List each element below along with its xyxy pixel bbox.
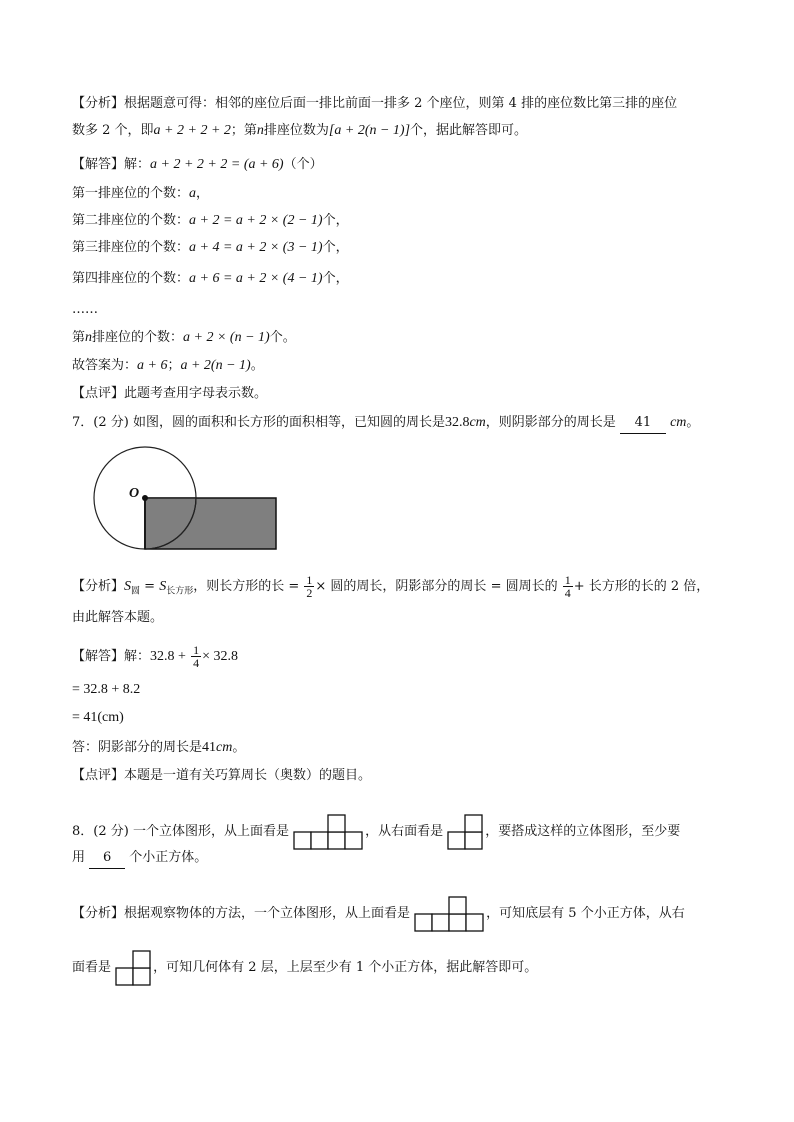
answer-tag: 【解答】 xyxy=(72,649,125,664)
analysis-line-2: 数多 2 个，即a + 2 + 2 + 2；第n排座位数为[a + 2(n − 1)]个，据此解答即可。 xyxy=(72,123,528,138)
comment-tag: 【点评】 xyxy=(72,386,125,401)
row-2-line: 第二排座位的个数：a + 2 = a + 2 × (2 − 1)个， xyxy=(72,213,349,228)
question-8-stem: 8．(2 分) 一个立体图形，从上面看是 ，从右面看是 ，要搭成这样的立体图形，至少要 xyxy=(72,812,680,852)
result-line: 故答案为：a + 6；a + 2(n − 1)。 xyxy=(72,358,264,373)
analysis-tag: 【分析】 xyxy=(72,96,125,111)
answer-blank: 6 xyxy=(89,848,125,869)
analysis-tag: 【分析】 xyxy=(72,579,125,594)
answer-line: 【解答】解：a + 2 + 2 + 2 = (a + 6)（个） xyxy=(72,157,323,172)
q7-calc-line-2: = 32.8 + 8.2 xyxy=(72,682,141,697)
fraction-one-quarter: $\frac{1}{4}$ xyxy=(564,573,571,600)
fraction-one-quarter: $\frac{1}{4}$ xyxy=(193,643,200,670)
q7-final-answer: 答：阴影部分的周长是41cm。 xyxy=(72,740,246,755)
row-3-line: 第三排座位的个数：a + 4 = a + 2 × (3 − 1)个， xyxy=(72,240,349,255)
answer-blank: 41 xyxy=(620,413,666,434)
q7-calc-line-3: = 41(cm) xyxy=(72,710,124,725)
answer-tag: 【解答】 xyxy=(72,157,125,172)
question-7-stem: 7．(2 分) 如图，圆的面积和长方形的面积相等，已知圆的周长是32.8cm，则阴影部分的周长是 41 cm。 xyxy=(72,413,699,434)
q7-answer-line: 【解答】解：32.8 + $\frac{1}{4}$ × 32.8 xyxy=(72,643,238,670)
circle-rectangle-figure xyxy=(92,443,282,553)
center-point xyxy=(142,495,148,501)
row-4-line: 第四排座位的个数：a + 6 = a + 2 × (4 − 1)个， xyxy=(72,271,349,286)
ellipsis: …… xyxy=(72,302,98,317)
comment-line: 【点评】此题考查用字母表示数。 xyxy=(72,386,268,401)
analysis-line-1: 【分析】根据题意可得：相邻的座位后面一排比前面一排多 2 个座位，则第 4 排的座位数比第三排的座位 xyxy=(72,96,678,111)
row-n-line: 第n排座位的个数：a + 2 × (n − 1)个。 xyxy=(72,330,296,345)
q7-analysis-line-1: 【分析】$S_圆 = S_{长方形}$，则长方形的长 = $\frac{1}{2}$ × 圆的周长，阴影部分的周长 = 圆周长的 $\frac{1}{4}$ + 长方形的长的 2 倍， xyxy=(72,573,710,600)
center-label-o: O xyxy=(129,486,140,501)
q8-analysis-line-2: 面看是 ，可知几何体有 2 层，上层至少有 1 个小正方体，据此解答即可。 xyxy=(72,948,537,988)
q8-analysis-line-1: 【分析】根据观察物体的方法，一个立体图形，从上面看是 ，可知底层有 5 个小正方体，从右 xyxy=(72,894,685,934)
row-1-line: 第一排座位的个数：a， xyxy=(72,186,210,201)
top-view-figure xyxy=(293,814,365,850)
question-8-stem-line-2: 用 6 个小正方体。 xyxy=(72,848,207,869)
fraction-one-half: $\frac{1}{2}$ xyxy=(306,573,313,600)
q7-analysis-line-2: 由此解答本题。 xyxy=(72,610,164,625)
q7-comment-line: 【点评】本题是一道有关巧算周长（奥数）的题目。 xyxy=(72,768,372,783)
comment-tag: 【点评】 xyxy=(72,768,125,783)
analysis-tag: 【分析】 xyxy=(72,906,125,921)
right-view-figure xyxy=(115,950,153,986)
top-view-figure xyxy=(414,896,486,932)
right-view-figure xyxy=(447,814,485,850)
